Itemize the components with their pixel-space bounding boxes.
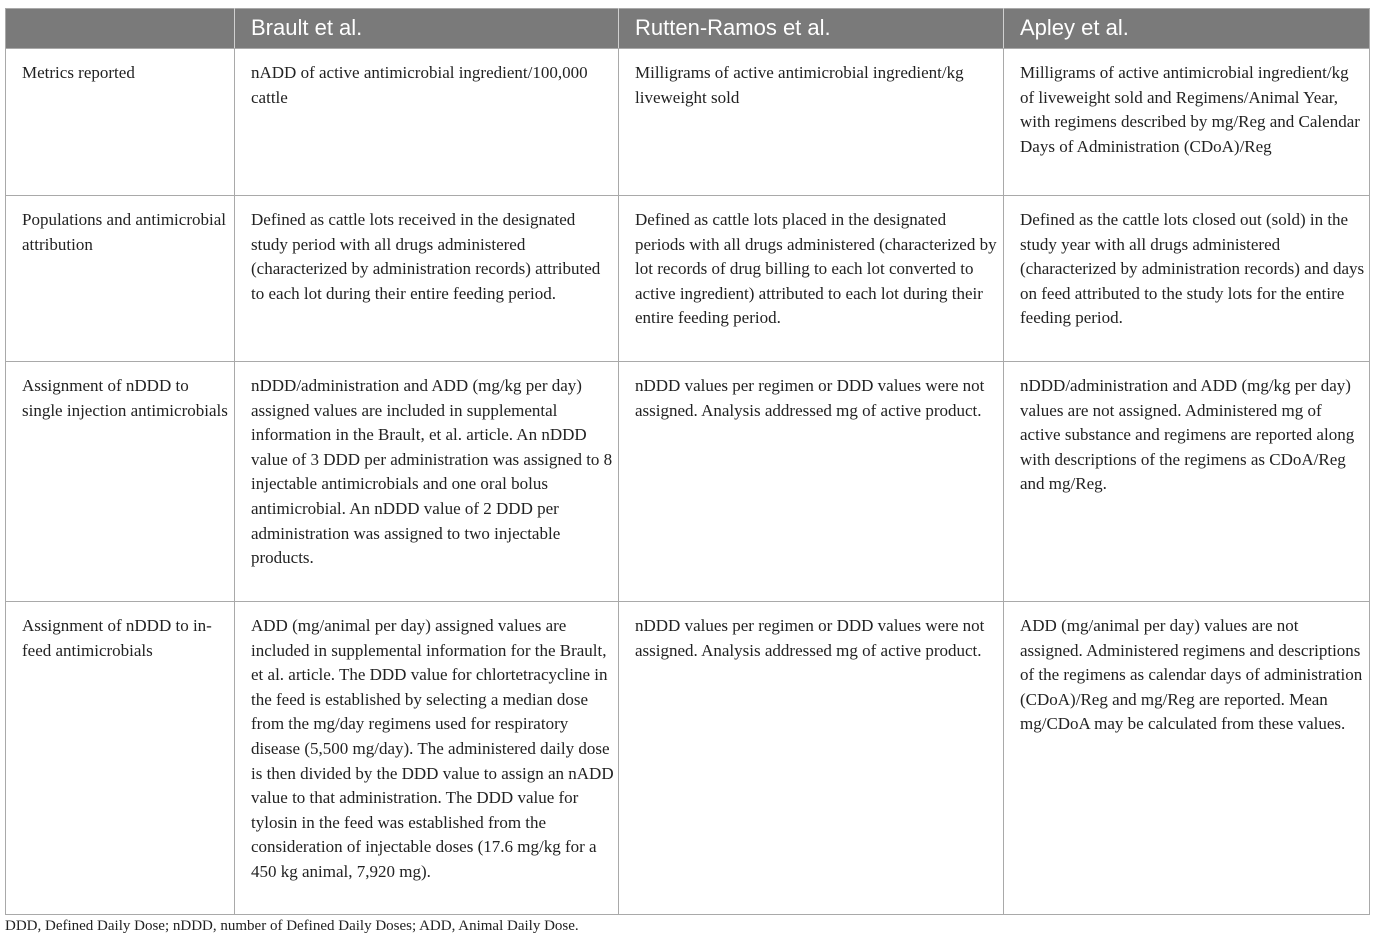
row-label: Metrics reported	[6, 49, 235, 196]
table-cell: ADD (mg/animal per day) assigned values are included in supplemental information for the Brault, et al. article. The DDD value for chlortetracycline in the feed is established by selecting a median dose from the mg/day regimens used for respiratory disease (5,500 mg/day). The administered daily dose is then divided by the DDD value to assign an nADD value to that administration. The DDD value for tylosin in the feed was established from the consideration of injectable doses (17.6 mg/kg for a 450 kg animal, 7,920 mg).	[235, 602, 619, 915]
header-cell-empty	[6, 9, 235, 49]
table-footnote: DDD, Defined Daily Dose; nDDD, number of Defined Daily Doses; ADD, Animal Daily Dose.	[5, 918, 579, 934]
table-cell: nDDD/administration and ADD (mg/kg per day) assigned values are included in supplemental information in the Brault, et al. article. An nDDD value of 3 DDD per administration was assigned to 8 injectable antimicrobials and one oral bolus antimicrobial. An nDDD value of 2 DDD per administration was assigned to two injectable products.	[235, 362, 619, 602]
table-cell: Milligrams of active antimicrobial ingredient/kg liveweight sold	[619, 49, 1004, 196]
row-label: Assignment of nDDD to single injection antimicrobials	[6, 362, 235, 602]
comparison-table-container	[5, 8, 1369, 915]
table-cell: nDDD/administration and ADD (mg/kg per day) values are not assigned. Administered mg of active substance and regimens are reported along with descriptions of the regimens as CDoA/Reg and mg/Reg.	[1004, 362, 1370, 602]
table-cell: nDDD values per regimen or DDD values were not assigned. Analysis addressed mg of active product.	[619, 362, 1004, 602]
comparison-table	[5, 8, 1370, 915]
row-label: Assignment of nDDD to in-feed antimicrobials	[6, 602, 235, 915]
table-row	[6, 196, 1370, 362]
table-cell: nDDD values per regimen or DDD values were not assigned. Analysis addressed mg of active product.	[619, 602, 1004, 915]
table-cell: nADD of active antimicrobial ingredient/100,000 cattle	[235, 49, 619, 196]
table-row	[6, 49, 1370, 196]
table-cell: Defined as cattle lots placed in the designated periods with all drugs administered (characterized by lot records of drug billing to each lot converted to active ingredient) attributed to each lot during their entire feeding period.	[619, 196, 1004, 362]
table-cell: Defined as cattle lots received in the designated study period with all drugs administered (characterized by administration records) attributed to each lot during their entire feeding period.	[235, 196, 619, 362]
header-cell-brault: Brault et al.	[235, 9, 619, 49]
table-header-row	[6, 9, 1370, 49]
table-row	[6, 602, 1370, 915]
header-cell-rutten-ramos: Rutten-Ramos et al.	[619, 9, 1004, 49]
table-row	[6, 362, 1370, 602]
table-cell: ADD (mg/animal per day) values are not assigned. Administered regimens and descriptions of the regimens as calendar days of administration (CDoA)/Reg and mg/Reg are reported. Mean mg/CDoA may be calculated from these values.	[1004, 602, 1370, 915]
table-cell: Defined as the cattle lots closed out (sold) in the study year with all drugs administered (characterized by administration records) and days on feed attributed to the study lots for the entire feeding period.	[1004, 196, 1370, 362]
table-cell: Milligrams of active antimicrobial ingredient/kg of liveweight sold and Regimens/Animal Year, with regimens described by mg/Reg and Calendar Days of Administration (CDoA)/Reg	[1004, 49, 1370, 196]
header-cell-apley: Apley et al.	[1004, 9, 1370, 49]
row-label: Populations and antimicrobial attribution	[6, 196, 235, 362]
